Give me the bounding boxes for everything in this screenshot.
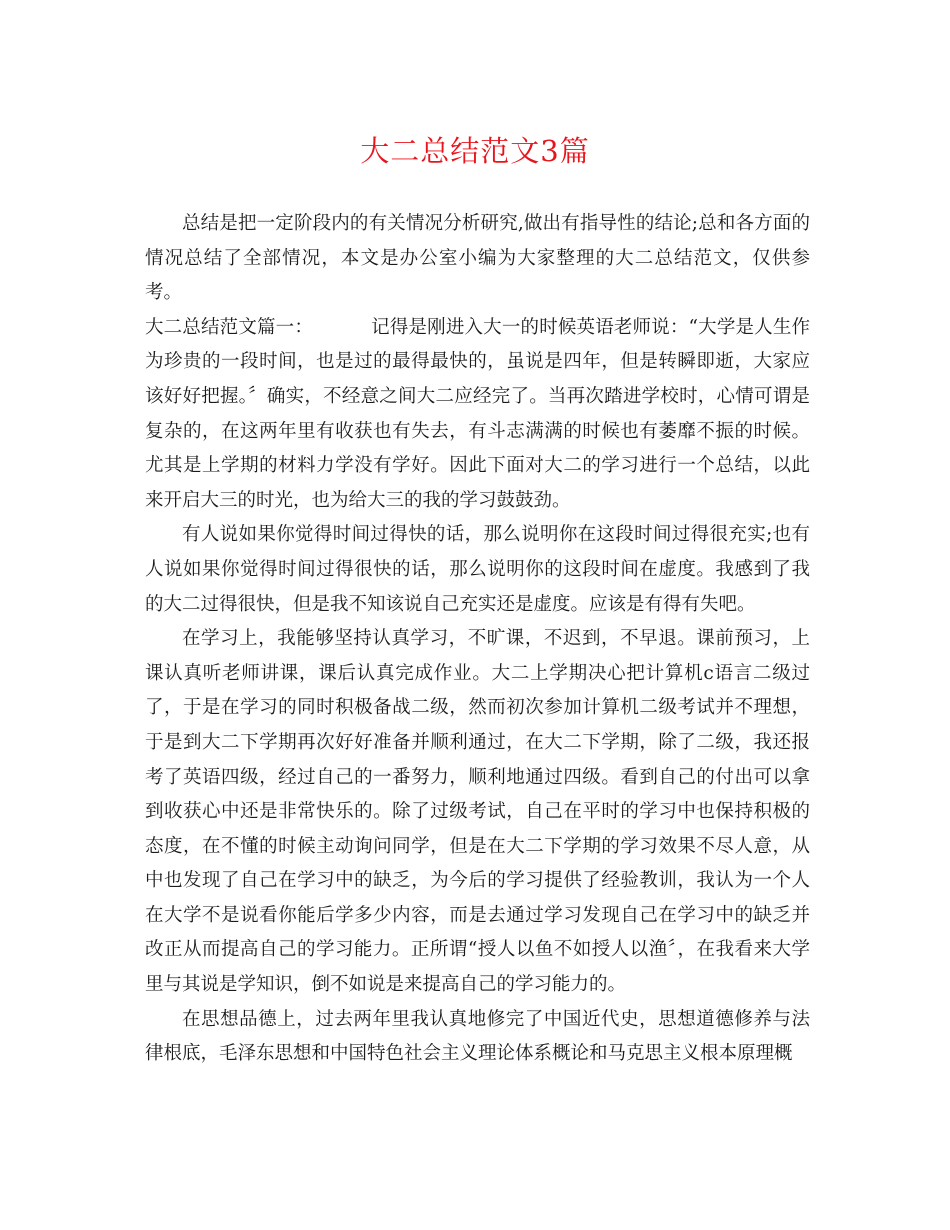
intro-paragraph: 总结是把一定阶段内的有关情况分析研究,做出有指导性的结论;总和各方面的情况总结了全部情况，本文是办公室小编为大家整理的大二总结范文，仅供参考。 [145, 213, 810, 304]
section1-paragraph [145, 311, 810, 519]
document-title: 大二总结范文3篇 [360, 134, 590, 168]
paragraph-study: 在学习上，我能够坚持认真学习，不旷课，不迟到，不早退。课前预习，上课认真听老师讲课，课后认真完成作业。大二上学期决心把计算机c语言二级过了，于是在学习的同时积极备战二级，然而初次参加计算机二级考试并不理想，于是到大二下学期再次好好准备并顺利通过，在大二下学期，除了二级，我还报考了英语四级，经过自己的一番努力，顺利地通过四级。看到自己的付出可以拿到收获心中还是非常快乐的。除了过级考试，自己在平时的学习中也保持积极的态度，在不懂的时候主动询问同学，但是在大二下学期的学习效果不尽人意，从中也发现了自己在学习中的缺乏，为今后的学习提供了经验教训，我认为一个人在大学不是说看你能后学多少内容，而是去通过学习发现自己在学习中的缺乏并改正从而提高自己的学习能力。正所谓“授人以鱼不如授人以渔〞，在我看来大学里与其说是学知识，倒不如说是来提高自己的学习能力的。 [145, 628, 810, 996]
document-body [145, 207, 810, 1072]
section1-label: 大二总结范文篇一： [145, 316, 314, 338]
paragraph-time: 有人说如果你觉得时间过得快的话，那么说明你在这段时间过得很充实;也有人说如果你觉得时间过得很快的话，那么说明你的这段时间在虚度。我感到了我的大二过得很快，但是我不知该说自己充实还是虚度。应该是有得有失吧。 [145, 524, 810, 615]
paragraph-ideology: 在思想品德上，过去两年里我认真地修完了中国近代史，思想道德修养与法律根底，毛泽东思想和中国特色社会主义理论体系概论和马克思主义根本原理概 [145, 1008, 810, 1065]
section1-text: 记得是刚进入大一的时候英语老师说：“大学是人生作为珍贵的一段时间，也是过的最得最快的，虽说是四年，但是转瞬即逝，大家应该好好把握。〞确实，不经意之间大二应经完了。当再次踏进学校时，心情可谓是复杂的，在这两年里有收获也有失去，有斗志满满的时候也有萎靡不振的时候。尤其是上学期的材料力学没有学好。因此下面对大二的学习进行一个总结，以此来开启大三的时光，也为给大三的我的学习鼓鼓劲。 [145, 316, 810, 511]
